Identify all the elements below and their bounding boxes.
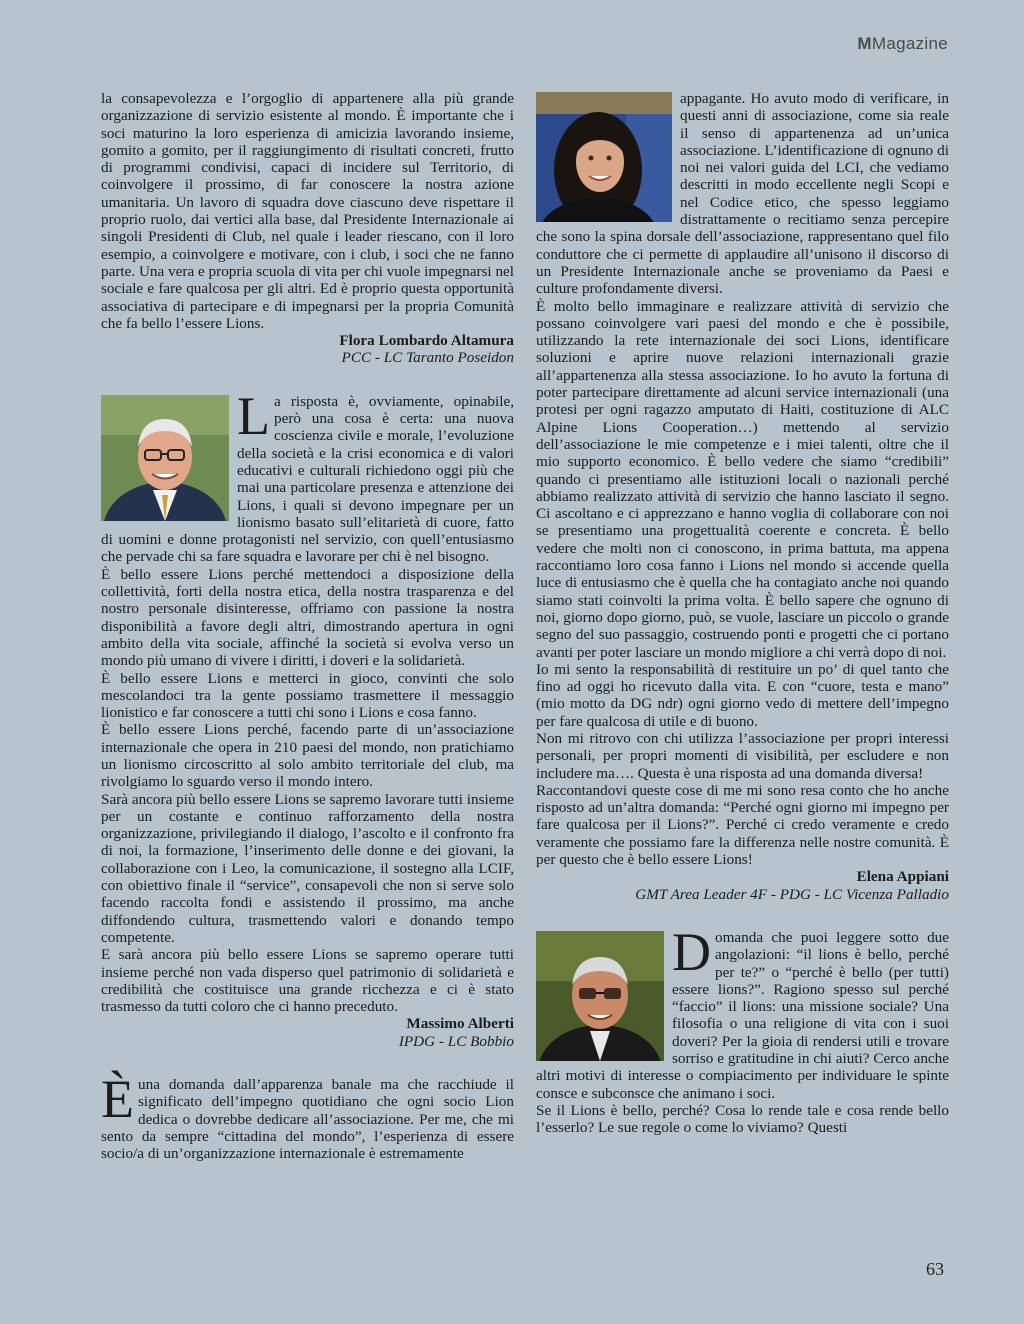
article-paragraph: a risposta è, ovviamente, opinabile, però una cosa è certa: una nuova coscienza civile e morale, l’evoluzione della società e la crisi economica e di valori educativi e culturali richiedono oggi più che mai una particolare presenza e attenzione dei Lions, i quali si devono impegnare per un lionismo basato sull’elitarietà di cuore, fatto di uomini e donne protagonisti nel servizio, con quell’entusiasmo che pervade chi sa fare squadra e lavorare per chi è nel bisogno. bbox=[101, 392, 514, 566]
article-paragraph: È bello essere Lions perché mettendoci a disposizione della collettività, forti della nostra etica, della nostra trasparenza e del nostro personale disinteresse, offriamo con passione la nostra disponibilità a favore degli altri, dimostrando apertura in ogni ambito della vita sociale, affinché la società si evolva verso un mondo più umano di vivere i diritti, i doveri e la solidarietà. bbox=[101, 565, 514, 670]
article-paragraph: la consapevolezza e l’orgoglio di appartenere alla più grande organizzazione di servizio esistente al mondo. È importante che i soci maturino la loro esperienza di amicizia lavorando insieme, gomito a gomito, per il raggiungimento di risultati concreti, frutto di programmi condivisi, capaci di incidere sul Territorio, di coinvolgere il prossimo, di far conoscere la nostra azione umanitaria. Un lavoro di squadra dove ciascuno deve rispettare il proprio ruolo, dai vertici alla base, dal Presidente Internazionale ai singoli Presidenti di Club, nel quale i leader riescano, con il loro esempio, a coinvolgere e motivare, con i club, i soci che ne fanno parte. Una vera e propria scuola di vita per chi vuole impegnarsi nel sociale e fare qualcosa per gli altri. Ed è proprio questa opportunità associativa di partecipare e di impegnarsi per la propria Comunità che fa bello l’essere Lions. bbox=[101, 90, 514, 332]
article-paragraph: È bello essere Lions perché, facendo parte di un’associazione internazionale che opera in 210 paesi del mondo, non pratichiamo un lionismo circoscritto al solo ambito territoriale del club, ma rivolgiamo lo sguardo verso il mondo intero. bbox=[101, 721, 514, 791]
article-paragraph: Io mi sento la responsabilità di restituire un po’ di quel tanto che fino ad oggi ho ricevuto dalla vita. E con “cuore, testa e mano” (mio motto da DG ndr) ogni giorno vedo di mettere dell’impegno per fare qualcosa di utile e di buono. bbox=[536, 660, 949, 730]
drop-cap: È bbox=[101, 1069, 134, 1130]
signature-role: PCC - LC Taranto Poseidon bbox=[341, 349, 514, 367]
drop-cap: D bbox=[672, 921, 711, 982]
article-paragraph: Raccontandovi queste cose di me mi sono resa conto che ho anche risposto ad un’altra domanda: “Perché ogni giorno mi impegno per fare qualcosa per il Lions?”. Perché ci credo veramente e credo veramente che possiamo fare la differenza nelle nostre comunità. È per questo che è bello essere Lions! bbox=[536, 781, 949, 869]
article-paragraph: Se il Lions è bello, perché? Cosa lo rende tale e cosa rende bello l’esserlo? Le sue regole o come lo viviamo? Questi bbox=[536, 1101, 949, 1137]
signature-role: GMT Area Leader 4F - PDG - LC Vicenza Palladio bbox=[635, 885, 949, 903]
article-paragraph: appagante. Ho avuto modo di verificare, in questi anni di associazione, come sia reale il senso di appartenenza ad un’unica associazione. L’identificazione di ognuno di noi nei valori guida del LCI, che vediamo descritti in modo eccellente negli Scopi e nel Codice etico, che spesso leggiamo distrattamente o recitiamo senza percepire che sono la spina dorsale dell’associazione, rappresentano quel filo conduttore che ci permette di applaudire all’unisono il discorso di un Presidente Internazionale anche se proveniamo da Paesi e culture profondamente diversi. bbox=[536, 90, 949, 298]
signature-name: Elena Appiani bbox=[856, 868, 949, 886]
portrait-photo-woman bbox=[536, 92, 672, 222]
article-paragraph: Sarà ancora più bello essere Lions se sapremo lavorare tutti insieme per un costante e continuo rafforzamento della nostra organizzazione, privilegiando il dialogo, l’ascolto e il confronto fra di noi, la formazione, l’inserimento delle donne e dei giovani, la collaborazione con i Leo, la comunicazione, il sostegno alla LCIF, con obiettivo finale il “service”, consapevoli che non si serve solo facendo raccolta fondi e assistendo il prossimo, ma anche diffondendo cultura, trasmettendo valori e donando tempo competente. bbox=[101, 790, 514, 946]
article-paragraph: È molto bello immaginare e realizzare attività di servizio che possano coinvolgere vari paesi del mondo e che è possibile, utilizzando la rete internazionale dei soci Lions, identificare soluzioni e aprire nuove relazioni internazionali grazie all’appartenenza alla stessa associazione. Io ho avuto la fortuna di poter partecipare direttamente ad alcuni service internazionali (una protesi per ogni ragazzo amputato di Haiti, costituzione di ALC Alpine Lions Cooperation…) mettendo al servizio dell’associazione le mie competenze e i miei talenti, oltre che il mio supporto economico. È bello vedere che siamo “credibili” quando ci presentiamo alle istituzioni locali o nazionali perché abbiamo realizzato attività di servizio che hanno lasciato il segno. Ci ascoltano e ci apprezzano e hanno voglia di collaborare con noi se presentiamo una progettualità coerente e concreta. È bello vedere che molti non ci conoscono, in prima battuta, ma appena raccontiamo loro cosa fanno i Lions nel mondo si accende quella luce di entusiasmo che è quella che ha contagiato anche noi quando siamo stati coinvolti la prima volta. È bello sapere che ognuno di noi, giorno dopo giorno, può, se vuole, lasciare un piccolo o grande segno del suo passaggio, costruendo ponti e progetti che ci portano avanti per poter lasciare un mondo migliore a chi verrà dopo di noi. bbox=[536, 297, 949, 661]
signature-name: Flora Lombardo Altamura bbox=[339, 332, 514, 350]
article-paragraph: È bello essere Lions e metterci in gioco, convinti che solo mescolandoci tra la gente possiamo trasmettere il messaggio lionistico e far conoscere a tutti chi sono i Lions e cosa fanno. bbox=[101, 669, 514, 722]
article-paragraph: omanda che puoi leggere sotto due angolazioni: “il lions è bello, perché per te?” o “perché è bello (per tutti) essere lions?”. Ragiono spesso sul perché “faccio” il lions: una missione sociale? Una filosofia o una religione di vita con i suoi doveri? Per la gioia di rendersi utili e trovare sorriso e gratitudine in chi aiuti? Cerco anche altri motivi di interesse o compiacimento per individuare le spinte consce e subconsce che animano i soci. bbox=[536, 928, 949, 1102]
drop-cap: L bbox=[237, 385, 270, 446]
signature-role: IPDG - LC Bobbio bbox=[398, 1032, 514, 1050]
article-paragraph: una domanda dall’apparenza banale ma che racchiude il significato dell’impegno quotidiano che ogni socio Lion dedica o dovrebbe dedicare all’associazione. Per me, che mi sento da sempre “cittadina del mondo”, l’esperienza di essere socio/a di un’organizzazione internazionale è estremamente bbox=[101, 1076, 514, 1163]
section-header: MMagazine bbox=[857, 34, 948, 53]
page-number: 63 bbox=[926, 1259, 944, 1279]
signature-name: Massimo Alberti bbox=[406, 1015, 514, 1033]
portrait-photo-man-glasses bbox=[101, 395, 229, 521]
left-column bbox=[101, 90, 514, 1163]
article-paragraph: Non mi ritrovo con chi utilizza l’associazione per propri interessi personali, per propri momenti di visibilità, per escludere e non includere ma…. Questa è una risposta ad una domanda diversa! bbox=[536, 729, 949, 782]
right-column bbox=[536, 90, 949, 1137]
article-paragraph: E sarà ancora più bello essere Lions se sapremo operare tutti insieme perché non vada disperso quel patrimonio di solidarietà e credibilità che costituisce una grande ricchezza e ci è stato trasmesso da tutti coloro che ci hanno preceduto. bbox=[101, 946, 514, 1016]
portrait-photo-man-dark-glasses bbox=[536, 931, 664, 1061]
